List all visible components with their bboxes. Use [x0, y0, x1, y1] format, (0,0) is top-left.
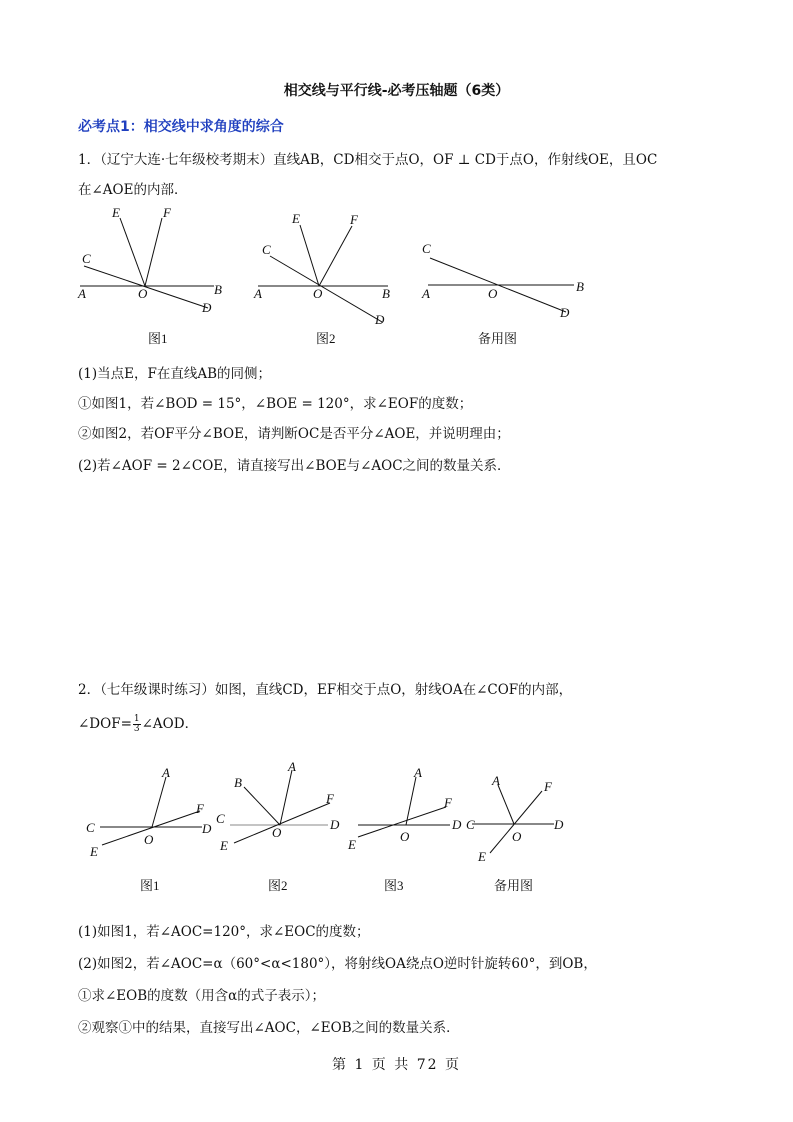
q2-figure-spare	[466, 773, 564, 893]
label-d: D	[202, 821, 212, 836]
label-d: D	[375, 312, 385, 327]
label-d: D	[202, 300, 212, 315]
label-a: A	[288, 759, 296, 774]
label-f: F	[163, 205, 171, 220]
caption-fig2: 图2	[268, 878, 288, 893]
label-b: B	[214, 282, 222, 297]
label-o: O	[512, 829, 522, 844]
fraction-numerator: 1	[133, 714, 140, 724]
label-f: F	[326, 791, 334, 806]
q2-sub1: ①求∠EOB的度数（用含α的式子表示）；	[78, 988, 326, 1004]
label-a: A	[422, 286, 430, 301]
caption-fig1: 图1	[140, 878, 160, 893]
label-e: E	[112, 205, 120, 220]
q2-figures	[80, 755, 580, 900]
q2-figure-2	[216, 759, 340, 893]
label-o: O	[144, 832, 154, 847]
label-o: O	[272, 825, 282, 840]
label-d: D	[560, 305, 570, 320]
q2-sub2: ②观察①中的结果，直接写出∠AOC，∠EOB之间的数量关系．	[78, 1020, 460, 1036]
line-cd	[270, 256, 382, 322]
ray-oa	[498, 785, 514, 824]
label-o: O	[313, 286, 323, 301]
label-c: C	[422, 241, 431, 256]
q1-sub2: ②如图2，若OF平分∠BOE，请判断OC是否平分∠AOE，并说明理由；	[78, 426, 510, 442]
q2-figure-1	[86, 765, 212, 893]
label-a: A	[492, 773, 500, 788]
label-o: O	[138, 286, 148, 301]
caption-fig1: 图1	[148, 331, 168, 346]
label-e: E	[348, 837, 356, 852]
caption-fig3: 图3	[384, 878, 404, 893]
q1-figure-2	[253, 211, 390, 346]
ray-oa	[152, 777, 166, 827]
label-c: C	[86, 820, 95, 835]
label-e: E	[220, 838, 228, 853]
label-f: F	[196, 801, 204, 816]
label-a: A	[162, 765, 170, 780]
q1-figure-1	[77, 205, 222, 346]
label-o: O	[400, 829, 410, 844]
line-ef	[234, 803, 330, 843]
page-footer: 第 1 页 共 72 页	[332, 1057, 461, 1073]
q1-sub1: ①如图1，若∠BOD = 15°，∠BOE = 120°，求∠EOF的度数；	[78, 396, 473, 412]
q1-figures	[70, 200, 600, 350]
label-d: D	[554, 817, 564, 832]
fraction-one-third	[133, 715, 141, 734]
label-a: A	[254, 286, 262, 301]
label-c: C	[216, 811, 225, 826]
page-title: 相交线与平行线-必考压轴题（6类）	[283, 83, 510, 99]
label-e: E	[90, 844, 98, 859]
label-a: A	[414, 765, 422, 780]
ray-ob	[244, 787, 280, 825]
q1-part1: (1)当点E，F在直线AB的同侧；	[78, 366, 272, 382]
caption-fig2: 图2	[316, 331, 336, 346]
q2-figure-3	[347, 765, 462, 893]
label-e: E	[292, 211, 300, 226]
q2-part1: (1)如图1，若∠AOC=120°，求∠EOC的度数；	[78, 924, 370, 940]
label-b: B	[576, 279, 584, 294]
fraction-denominator: 3	[133, 724, 140, 734]
label-b: B	[234, 775, 242, 790]
section-heading: 必考点1：相交线中求角度的综合	[78, 119, 284, 135]
label-f: F	[544, 779, 552, 794]
q1-stem-line2: 在∠AOE的内部．	[78, 182, 188, 198]
ray-oa	[280, 770, 292, 825]
label-b: B	[382, 286, 390, 301]
caption-spare: 备用图	[478, 331, 518, 346]
label-c: C	[466, 817, 475, 832]
label-o: O	[488, 286, 498, 301]
ray-oe	[300, 225, 319, 286]
label-f: F	[350, 212, 358, 227]
q2-part2: (2)如图2，若∠AOC=α（60°<α<180°），将射线OA绕点O逆时针旋转60°，到OB，	[78, 956, 597, 972]
q1-part2: (2)若∠AOF = 2∠COE，请直接写出∠BOE与∠AOC之间的数量关系．	[78, 458, 511, 474]
ray-oe	[120, 218, 145, 286]
ray-of	[319, 226, 352, 286]
q2-stem-line2	[78, 712, 198, 734]
label-a: A	[78, 286, 86, 301]
q2-angle-dof: ∠DOF=	[78, 716, 132, 732]
label-c: C	[82, 251, 91, 266]
label-d: D	[330, 817, 340, 832]
q2-stem-line1: 2．（七年级课时练习）如图，直线CD，EF相交于点O，射线OA在∠COF的内部，	[78, 682, 573, 698]
q2-angle-aod: ∠AOD．	[141, 716, 199, 732]
label-f: F	[444, 795, 452, 810]
q1-stem-line1: 1．（辽宁大连·七年级校考期末）直线AB，CD相交于点O，OF ⊥ CD于点O，作射线OE，且OC	[78, 152, 658, 168]
ray-of	[145, 218, 162, 286]
caption-spare: 备用图	[494, 878, 534, 893]
label-c: C	[262, 242, 271, 257]
label-d: D	[452, 817, 462, 832]
q1-figure-spare	[421, 241, 584, 346]
label-e: E	[478, 849, 486, 864]
